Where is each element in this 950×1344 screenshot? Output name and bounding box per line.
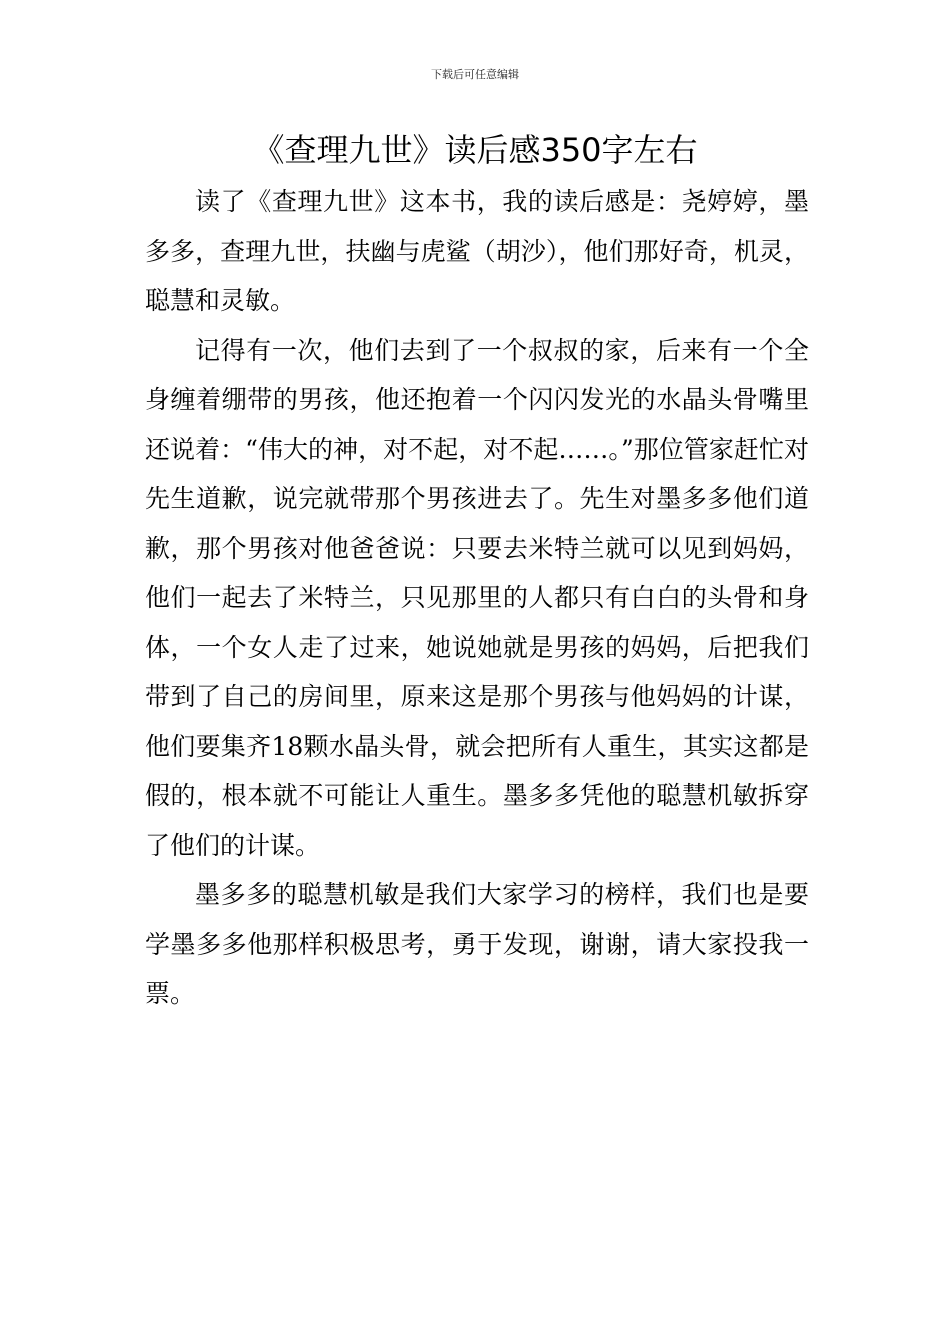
paragraph-3: 墨多多的聪慧机敏是我们大家学习的榜样，我们也是要学墨多多他那样积极思考，勇于发现，谢谢，请大家投我一票。 bbox=[145, 880, 809, 1008]
paragraph-2: 记得有一次，他们去到了一个叔叔的家，后来有一个全身缠着绷带的男孩，他还抱着一个闪闪发光的水晶头骨嘴里还说着：“伟大的神，对不起，对不起……。”那位管家赶忙对先生道歉，说完就带那个男孩进去了。先生对墨多多他们道歉，那个男孩对他爸爸说：只要去米特兰就可以见到妈妈，他们一起去了米特兰，只见那里的人都只有白白的头骨和身体，一个女人走了过来，她说她就是男孩的妈妈，后把我们带到了自己的房间里，原来这是那个男孩与他妈妈的计谋，他们要集齐18颗水晶头骨，就会把所有人重生，其实这都是假的，根本就不可能让人重生。墨多多凭他的聪慧机敏拆穿了他们的计谋。 bbox=[145, 335, 809, 860]
document-body bbox=[145, 177, 809, 1019]
header-note: 下载后可任意编辑 bbox=[431, 68, 519, 81]
document-title: 《查理九世》读后感350字左右 bbox=[252, 131, 698, 169]
paragraph-1: 读了《查理九世》这本书，我的读后感是：尧婷婷，墨多多，查理九世，扶幽与虎鲨（胡沙），他们那好奇，机灵，聪慧和灵敏。 bbox=[145, 187, 809, 315]
